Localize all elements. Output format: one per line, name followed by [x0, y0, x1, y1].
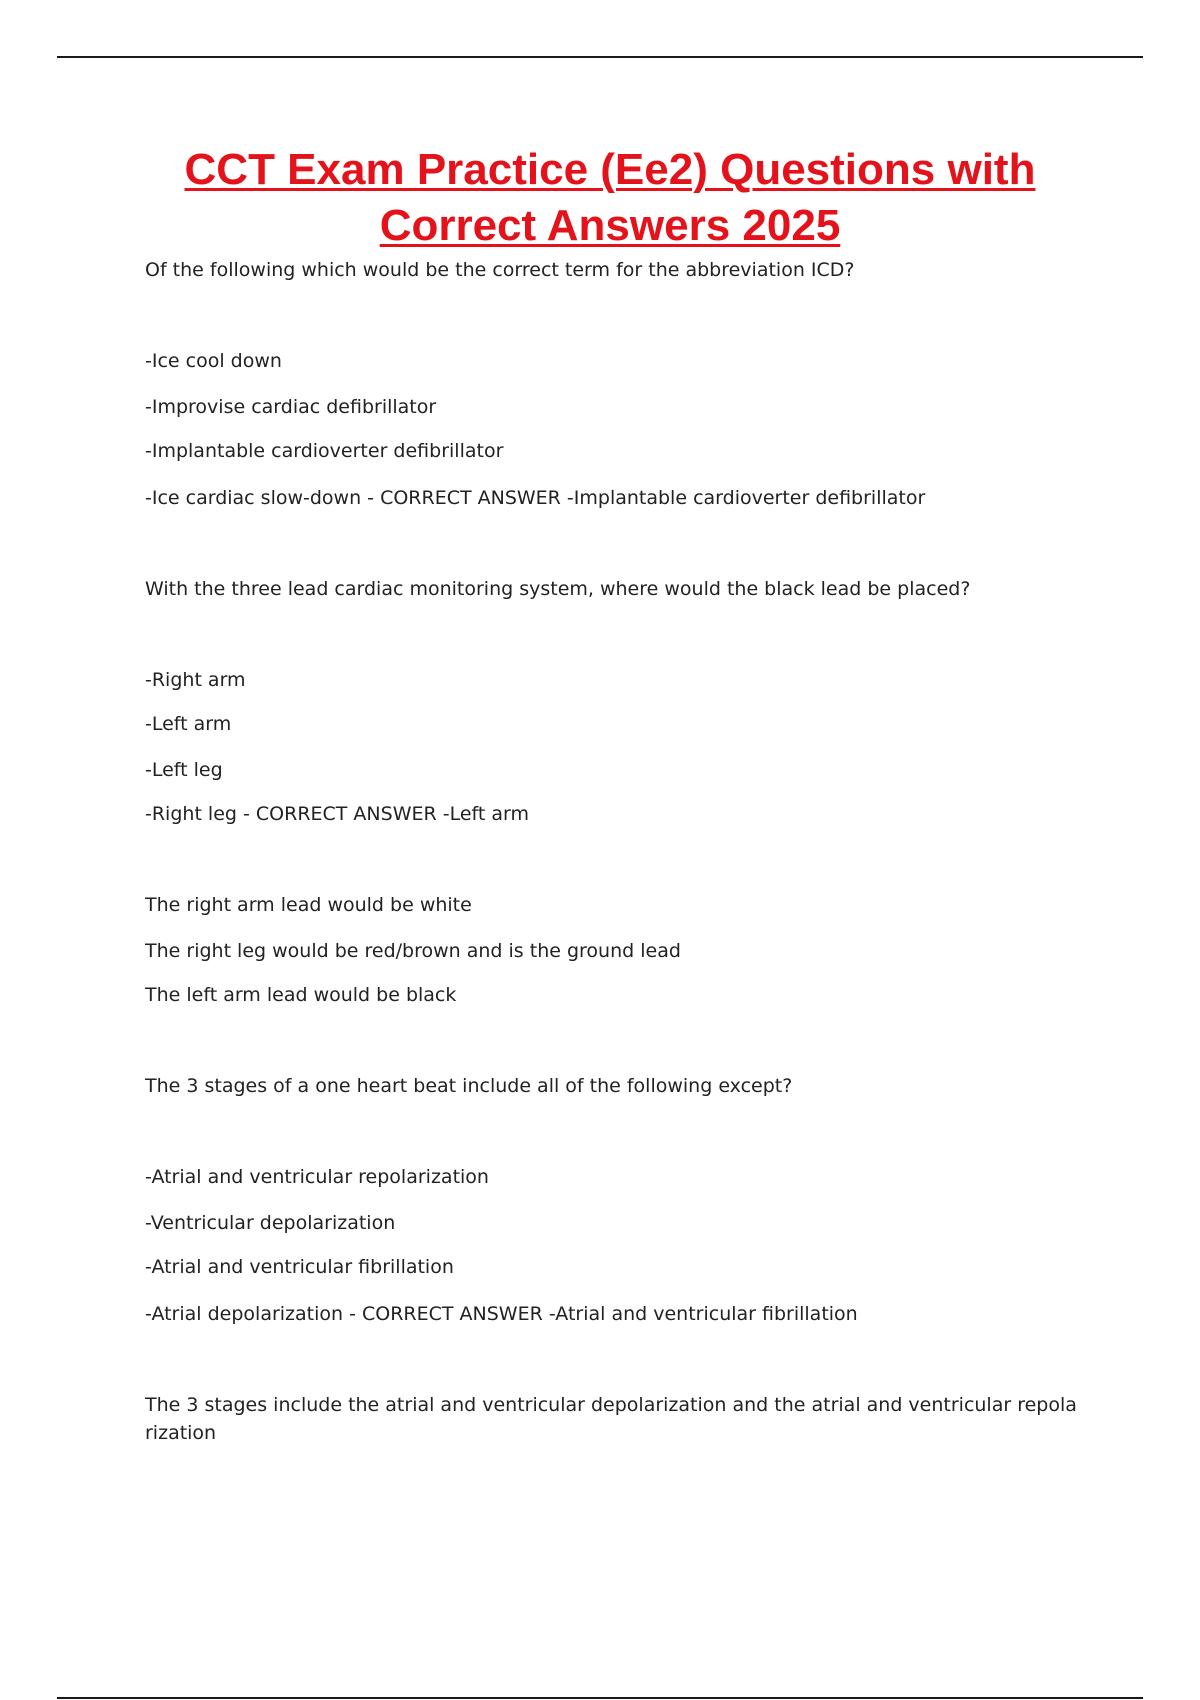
explanation-3: The 3 stages include the atrial and ventricular depolarization and the atrial and ventricular repolarization — [145, 1394, 1077, 1444]
option-3d-answer: -Atrial depolarization - CORRECT ANSWER -Atrial and ventricular fibrillation — [145, 1303, 858, 1325]
option-2b: -Left arm — [145, 713, 232, 735]
explanation-2c: The left arm lead would be black — [145, 984, 457, 1006]
option-1a: -Ice cool down — [145, 350, 282, 372]
bottom-rule — [57, 1697, 1143, 1699]
option-3c: -Atrial and ventricular fibrillation — [145, 1256, 454, 1278]
option-1b: -Improvise cardiac defibrillator — [145, 396, 437, 418]
option-3a: -Atrial and ventricular repolarization — [145, 1166, 489, 1188]
top-rule — [57, 56, 1143, 58]
question-1: Of the following which would be the correct term for the abbreviation ICD? — [145, 259, 855, 281]
document-title: CCT Exam Practice (Ee2) Questions with Correct Answers 2025 — [184, 145, 1036, 250]
option-3b: -Ventricular depolarization — [145, 1212, 396, 1234]
option-2d-answer: -Right leg - CORRECT ANSWER -Left arm — [145, 803, 530, 825]
option-2c: -Left leg — [145, 759, 223, 781]
option-2a: -Right arm — [145, 669, 246, 691]
option-1c: -Implantable cardioverter defibrillator — [145, 440, 504, 462]
question-2: With the three lead cardiac monitoring system, where would the black lead be placed? — [145, 578, 971, 600]
explanation-2b: The right leg would be red/brown and is the ground lead — [145, 940, 681, 962]
question-3: The 3 stages of a one heart beat include all of the following except? — [145, 1075, 793, 1097]
explanation-2a: The right arm lead would be white — [145, 894, 472, 916]
option-1d-answer: -Ice cardiac slow-down - CORRECT ANSWER -Implantable cardioverter defibrillator — [145, 487, 926, 509]
